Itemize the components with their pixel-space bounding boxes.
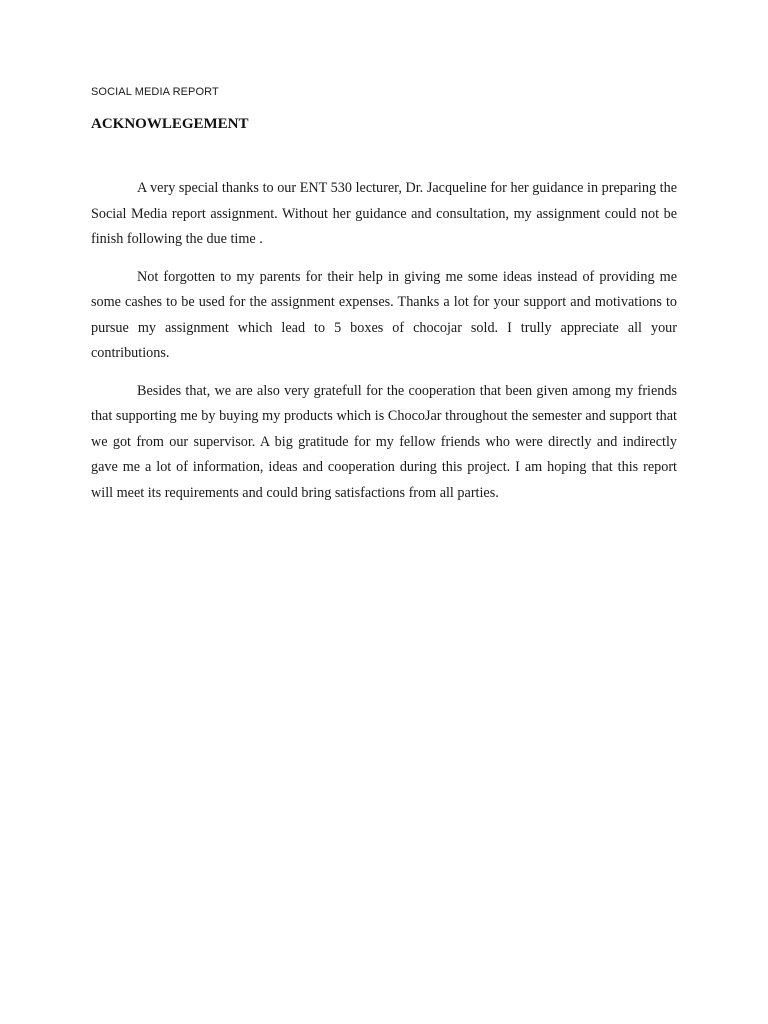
report-header-label: SOCIAL MEDIA REPORT	[91, 86, 219, 98]
paragraph-thanks-parents: Not forgotten to my parents for their help in giving me some ideas instead of providing me some cashes to be used for the assignment expenses. Thanks a lot for your support and motivations to pursue my assignment which lead to 5 boxes of chocojar sold. I trully appreciate all your contributions.	[91, 268, 677, 361]
acknowledgement-body	[91, 176, 677, 518]
page-title: ACKNOWLEGEMENT	[91, 116, 249, 132]
paragraph-thanks-friends: Besides that, we are also very gratefull for the cooperation that been given among my friends that supporting me by buying my products which is ChocoJar throughout the semester and support that we got from our supervisor. A big gratitude for my fellow friends who were directly and indirectly gave me a lot of information, ideas and cooperation during this project. I am hoping that this report will meet its requirements and could bring satisfactions from all parties.	[91, 382, 677, 501]
paragraph-thanks-lecturer: A very special thanks to our ENT 530 lecturer, Dr. Jacqueline for her guidance in preparing the Social Media report assignment. Without her guidance and consultation, my assignment could not be finish following the due time .	[91, 180, 677, 247]
